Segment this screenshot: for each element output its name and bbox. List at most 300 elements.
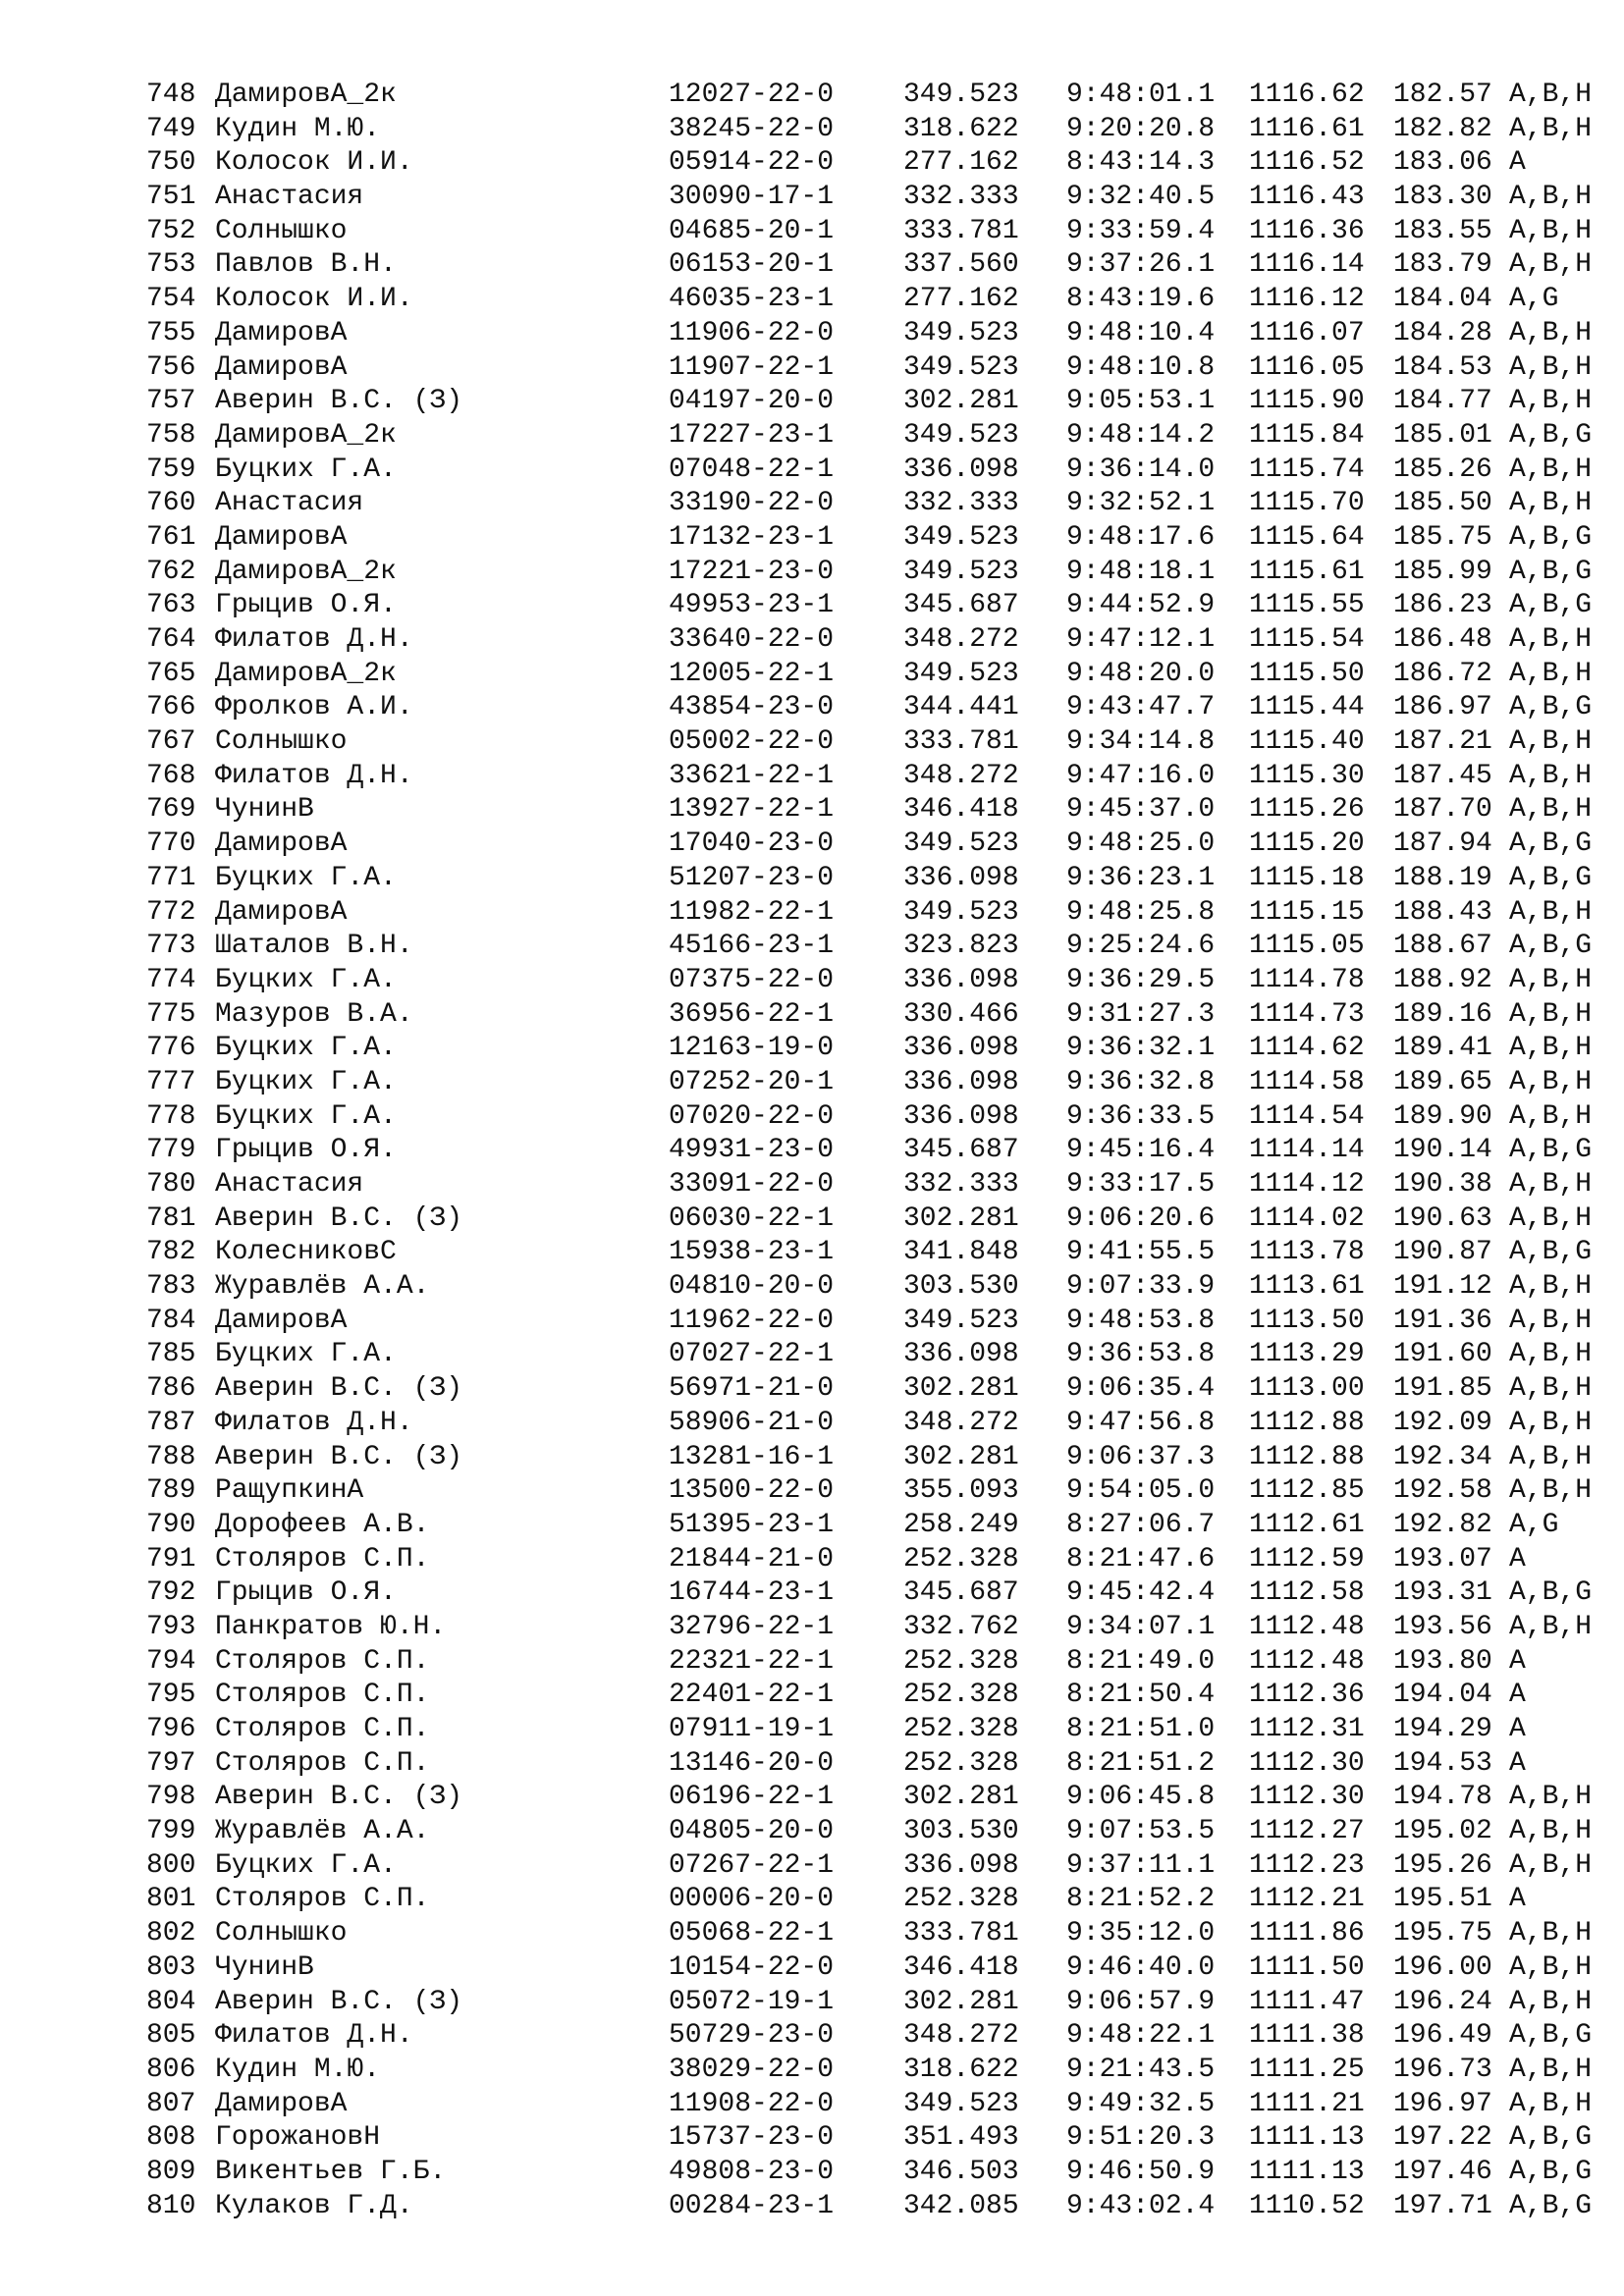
table-row bbox=[146, 623, 1593, 658]
fancier-name: Буцких Г.А. bbox=[215, 862, 397, 893]
ring-number: 15938-23-1 bbox=[669, 1237, 835, 1268]
score: 197.22 bbox=[1393, 2122, 1492, 2154]
speed: 1115.50 bbox=[1249, 658, 1365, 689]
distance: 341.848 bbox=[903, 1237, 1019, 1268]
speed: 1115.64 bbox=[1249, 521, 1365, 553]
ring-number: 33621-22-1 bbox=[669, 760, 835, 791]
distance: 252.328 bbox=[903, 1714, 1019, 1744]
distance: 348.272 bbox=[903, 2020, 1019, 2052]
fancier-name: Колосок И.И. bbox=[215, 284, 413, 315]
speed: 1110.52 bbox=[1249, 2190, 1365, 2221]
categories: A,B,H bbox=[1509, 1951, 1593, 1983]
speed: 1112.23 bbox=[1249, 1849, 1365, 1881]
score: 185.50 bbox=[1393, 488, 1492, 519]
arrival-time: 9:47:56.8 bbox=[1066, 1407, 1216, 1438]
distance: 336.098 bbox=[903, 1066, 1019, 1097]
ring-number: 11982-22-1 bbox=[669, 896, 835, 928]
ring-number: 43854-23-0 bbox=[669, 692, 835, 723]
score: 191.12 bbox=[1393, 1271, 1492, 1303]
table-row bbox=[146, 828, 1593, 862]
categories: A,B,H bbox=[1509, 1849, 1593, 1881]
score: 187.45 bbox=[1393, 760, 1492, 791]
score: 192.09 bbox=[1393, 1407, 1492, 1438]
table-row bbox=[146, 1338, 1593, 1372]
speed: 1111.86 bbox=[1249, 1918, 1365, 1949]
fancier-name: ЧунинВ bbox=[215, 1951, 314, 1983]
ring-number: 04810-20-0 bbox=[669, 1271, 835, 1303]
categories: A,B,G bbox=[1509, 931, 1593, 962]
distance: 318.622 bbox=[903, 2054, 1019, 2085]
speed: 1112.48 bbox=[1249, 1611, 1365, 1642]
categories: A,B,H bbox=[1509, 964, 1593, 995]
distance: 344.441 bbox=[903, 692, 1019, 723]
ring-number: 07267-22-1 bbox=[669, 1849, 835, 1881]
fancier-name: Аверин В.С. (З) bbox=[215, 1441, 463, 1472]
distance: 349.523 bbox=[903, 80, 1019, 110]
table-row bbox=[146, 691, 1593, 725]
arrival-time: 9:45:16.4 bbox=[1066, 1135, 1216, 1166]
categories: A,B,H bbox=[1509, 1169, 1593, 1200]
arrival-time: 9:51:20.3 bbox=[1066, 2122, 1216, 2154]
table-row bbox=[146, 930, 1593, 964]
score: 196.49 bbox=[1393, 2020, 1492, 2052]
fancier-name: ЧунинВ bbox=[215, 794, 314, 826]
speed: 1115.20 bbox=[1249, 828, 1365, 860]
categories: A,B,H bbox=[1509, 794, 1593, 826]
distance: 348.272 bbox=[903, 624, 1019, 655]
arrival-time: 9:44:52.9 bbox=[1066, 590, 1216, 621]
fancier-name: Буцких Г.А. bbox=[215, 454, 397, 485]
fancier-name: Столяров С.П. bbox=[215, 1680, 430, 1711]
distance: 333.781 bbox=[903, 215, 1019, 246]
distance: 349.523 bbox=[903, 351, 1019, 383]
score: 190.87 bbox=[1393, 1237, 1492, 1268]
fancier-name: Столяров С.П. bbox=[215, 1714, 430, 1744]
fancier-name: Грыцив О.Я. bbox=[215, 590, 397, 621]
distance: 252.328 bbox=[903, 1680, 1019, 1711]
score: 195.02 bbox=[1393, 1816, 1492, 1847]
speed: 1113.61 bbox=[1249, 1271, 1365, 1303]
categories: A,B,G bbox=[1509, 521, 1593, 553]
categories: A,G bbox=[1509, 284, 1559, 315]
speed: 1115.30 bbox=[1249, 760, 1365, 791]
arrival-time: 9:05:53.1 bbox=[1066, 386, 1216, 417]
arrival-time: 9:48:14.2 bbox=[1066, 419, 1216, 451]
table-row bbox=[146, 589, 1593, 623]
place-number: 760 bbox=[146, 488, 196, 519]
place-number: 801 bbox=[146, 1884, 196, 1915]
score: 183.55 bbox=[1393, 215, 1492, 246]
place-number: 780 bbox=[146, 1169, 196, 1200]
arrival-time: 9:06:37.3 bbox=[1066, 1441, 1216, 1472]
categories: A bbox=[1509, 1645, 1526, 1677]
speed: 1116.12 bbox=[1249, 284, 1365, 315]
ring-number: 13927-22-1 bbox=[669, 794, 835, 826]
table-row bbox=[146, 725, 1593, 760]
score: 192.34 bbox=[1393, 1441, 1492, 1472]
fancier-name: Аверин В.С. (З) bbox=[215, 1986, 463, 2017]
ring-number: 07027-22-1 bbox=[669, 1339, 835, 1370]
speed: 1113.00 bbox=[1249, 1373, 1365, 1405]
categories: A,B,H bbox=[1509, 215, 1593, 246]
ring-number: 49953-23-1 bbox=[669, 590, 835, 621]
place-number: 804 bbox=[146, 1986, 196, 2017]
arrival-time: 9:36:32.8 bbox=[1066, 1066, 1216, 1097]
score: 183.06 bbox=[1393, 147, 1492, 179]
table-row bbox=[146, 419, 1593, 454]
speed: 1114.14 bbox=[1249, 1135, 1365, 1166]
fancier-name: Панкратов Ю.Н. bbox=[215, 1611, 447, 1642]
ring-number: 51207-23-0 bbox=[669, 862, 835, 893]
speed: 1114.12 bbox=[1249, 1169, 1365, 1200]
categories: A,B,H bbox=[1509, 1271, 1593, 1303]
fancier-name: Буцких Г.А. bbox=[215, 964, 397, 995]
place-number: 791 bbox=[146, 1543, 196, 1575]
fancier-name: ДамировА bbox=[215, 521, 348, 553]
arrival-time: 9:48:18.1 bbox=[1066, 556, 1216, 587]
speed: 1112.85 bbox=[1249, 1475, 1365, 1507]
score: 186.72 bbox=[1393, 658, 1492, 689]
place-number: 784 bbox=[146, 1305, 196, 1336]
ring-number: 04197-20-0 bbox=[669, 386, 835, 417]
table-row bbox=[146, 1815, 1593, 1849]
ring-number: 13500-22-0 bbox=[669, 1475, 835, 1507]
place-number: 774 bbox=[146, 964, 196, 995]
categories: A,B,H bbox=[1509, 1202, 1593, 1234]
score: 193.56 bbox=[1393, 1611, 1492, 1642]
score: 188.43 bbox=[1393, 896, 1492, 928]
categories: A,B,H bbox=[1509, 1305, 1593, 1336]
place-number: 758 bbox=[146, 419, 196, 451]
distance: 323.823 bbox=[903, 931, 1019, 962]
categories: A,B,G bbox=[1509, 556, 1593, 587]
fancier-name: ДамировА_2к bbox=[215, 556, 397, 587]
score: 188.19 bbox=[1393, 862, 1492, 893]
place-number: 765 bbox=[146, 658, 196, 689]
categories: A bbox=[1509, 1680, 1526, 1711]
distance: 346.418 bbox=[903, 1951, 1019, 1983]
categories: A bbox=[1509, 1543, 1526, 1575]
place-number: 781 bbox=[146, 1202, 196, 1234]
ring-number: 11906-22-0 bbox=[669, 317, 835, 348]
table-row bbox=[146, 964, 1593, 998]
score: 193.31 bbox=[1393, 1577, 1492, 1609]
distance: 346.503 bbox=[903, 2156, 1019, 2187]
fancier-name: КолесниковС bbox=[215, 1237, 397, 1268]
table-row bbox=[146, 1032, 1593, 1066]
distance: 345.687 bbox=[903, 1577, 1019, 1609]
categories: A,B,H bbox=[1509, 351, 1593, 383]
place-number: 793 bbox=[146, 1611, 196, 1642]
distance: 332.333 bbox=[903, 488, 1019, 519]
table-row bbox=[146, 283, 1560, 317]
speed: 1113.50 bbox=[1249, 1305, 1365, 1336]
categories: A,B,G bbox=[1509, 2190, 1593, 2221]
place-number: 787 bbox=[146, 1407, 196, 1438]
fancier-name: Филатов Д.Н. bbox=[215, 760, 413, 791]
score: 195.75 bbox=[1393, 1918, 1492, 1949]
score: 182.82 bbox=[1393, 113, 1492, 144]
distance: 349.523 bbox=[903, 658, 1019, 689]
categories: A,B,G bbox=[1509, 2122, 1593, 2154]
fancier-name: ДамировА bbox=[215, 828, 348, 860]
ring-number: 05072-19-1 bbox=[669, 1986, 835, 2017]
ring-number: 11908-22-0 bbox=[669, 2088, 835, 2119]
categories: A,B,H bbox=[1509, 998, 1593, 1030]
score: 190.63 bbox=[1393, 1202, 1492, 1234]
place-number: 761 bbox=[146, 521, 196, 553]
score: 187.70 bbox=[1393, 794, 1492, 826]
distance: 333.781 bbox=[903, 1918, 1019, 1949]
fancier-name: Грыцив О.Я. bbox=[215, 1577, 397, 1609]
distance: 336.098 bbox=[903, 1100, 1019, 1132]
distance: 337.560 bbox=[903, 249, 1019, 281]
place-number: 749 bbox=[146, 113, 196, 144]
fancier-name: Столяров С.П. bbox=[215, 1747, 430, 1779]
fancier-name: Столяров С.П. bbox=[215, 1543, 430, 1575]
table-row bbox=[146, 1134, 1593, 1168]
place-number: 803 bbox=[146, 1951, 196, 1983]
categories: A,G bbox=[1509, 1509, 1559, 1540]
distance: 333.781 bbox=[903, 726, 1019, 758]
fancier-name: Шаталов В.Н. bbox=[215, 931, 413, 962]
place-number: 810 bbox=[146, 2190, 196, 2221]
score: 195.51 bbox=[1393, 1884, 1492, 1915]
arrival-time: 9:37:26.1 bbox=[1066, 249, 1216, 281]
distance: 252.328 bbox=[903, 1543, 1019, 1575]
table-row bbox=[146, 1407, 1593, 1441]
categories: A,B,H bbox=[1509, 249, 1593, 281]
place-number: 785 bbox=[146, 1339, 196, 1370]
arrival-time: 9:48:17.6 bbox=[1066, 521, 1216, 553]
speed: 1115.74 bbox=[1249, 454, 1365, 485]
distance: 336.098 bbox=[903, 1849, 1019, 1881]
fancier-name: Буцких Г.А. bbox=[215, 1339, 397, 1370]
arrival-time: 9:36:29.5 bbox=[1066, 964, 1216, 995]
speed: 1111.38 bbox=[1249, 2020, 1365, 2052]
ring-number: 15737-23-0 bbox=[669, 2122, 835, 2154]
score: 187.21 bbox=[1393, 726, 1492, 758]
arrival-time: 8:21:50.4 bbox=[1066, 1680, 1216, 1711]
categories: A bbox=[1509, 1747, 1526, 1779]
place-number: 768 bbox=[146, 760, 196, 791]
score: 189.65 bbox=[1393, 1066, 1492, 1097]
arrival-time: 9:43:02.4 bbox=[1066, 2190, 1216, 2221]
speed: 1116.05 bbox=[1249, 351, 1365, 383]
table-row bbox=[146, 1781, 1593, 1815]
place-number: 772 bbox=[146, 896, 196, 928]
categories: A,B,H bbox=[1509, 386, 1593, 417]
place-number: 775 bbox=[146, 998, 196, 1030]
arrival-time: 9:33:59.4 bbox=[1066, 215, 1216, 246]
ring-number: 51395-23-1 bbox=[669, 1509, 835, 1540]
arrival-time: 9:33:17.5 bbox=[1066, 1169, 1216, 1200]
score: 186.48 bbox=[1393, 624, 1492, 655]
arrival-time: 9:48:25.8 bbox=[1066, 896, 1216, 928]
distance: 302.281 bbox=[903, 1373, 1019, 1405]
score: 194.29 bbox=[1393, 1714, 1492, 1744]
arrival-time: 9:48:53.8 bbox=[1066, 1305, 1216, 1336]
score: 197.46 bbox=[1393, 2156, 1492, 2187]
speed: 1112.27 bbox=[1249, 1816, 1365, 1847]
score: 188.92 bbox=[1393, 964, 1492, 995]
speed: 1112.36 bbox=[1249, 1680, 1365, 1711]
arrival-time: 9:06:35.4 bbox=[1066, 1373, 1216, 1405]
ring-number: 12005-22-1 bbox=[669, 658, 835, 689]
place-number: 756 bbox=[146, 351, 196, 383]
fancier-name: Анастасия bbox=[215, 182, 364, 213]
place-number: 754 bbox=[146, 284, 196, 315]
ring-number: 56971-21-0 bbox=[669, 1373, 835, 1405]
arrival-time: 9:07:33.9 bbox=[1066, 1271, 1216, 1303]
ring-number: 46035-23-1 bbox=[669, 284, 835, 315]
ring-number: 17132-23-1 bbox=[669, 521, 835, 553]
categories: A,B,H bbox=[1509, 726, 1593, 758]
place-number: 798 bbox=[146, 1782, 196, 1813]
categories: A,B,H bbox=[1509, 1373, 1593, 1405]
distance: 345.687 bbox=[903, 1135, 1019, 1166]
ring-number: 05068-22-1 bbox=[669, 1918, 835, 1949]
distance: 302.281 bbox=[903, 1441, 1019, 1472]
arrival-time: 9:48:10.4 bbox=[1066, 317, 1216, 348]
fancier-name: Аверин В.С. (З) bbox=[215, 386, 463, 417]
table-row bbox=[146, 385, 1593, 419]
fancier-name: Филатов Д.Н. bbox=[215, 1407, 413, 1438]
arrival-time: 9:34:14.8 bbox=[1066, 726, 1216, 758]
place-number: 776 bbox=[146, 1033, 196, 1064]
distance: 330.466 bbox=[903, 998, 1019, 1030]
arrival-time: 9:48:01.1 bbox=[1066, 80, 1216, 110]
arrival-time: 9:43:47.7 bbox=[1066, 692, 1216, 723]
fancier-name: Филатов Д.Н. bbox=[215, 624, 413, 655]
categories: A,B,G bbox=[1509, 1135, 1593, 1166]
fancier-name: Журавлёв А.А. bbox=[215, 1816, 430, 1847]
categories: A,B,G bbox=[1509, 1577, 1593, 1609]
ring-number: 32796-22-1 bbox=[669, 1611, 835, 1642]
table-row bbox=[146, 1576, 1593, 1611]
place-number: 795 bbox=[146, 1680, 196, 1711]
table-row bbox=[146, 2054, 1593, 2088]
ring-number: 36956-22-1 bbox=[669, 998, 835, 1030]
categories: A,B,G bbox=[1509, 828, 1593, 860]
distance: 348.272 bbox=[903, 760, 1019, 791]
arrival-time: 9:47:12.1 bbox=[1066, 624, 1216, 655]
table-row bbox=[146, 1611, 1593, 1645]
fancier-name: ДамировА_2к bbox=[215, 419, 397, 451]
score: 189.41 bbox=[1393, 1033, 1492, 1064]
score: 196.97 bbox=[1393, 2088, 1492, 2119]
ring-number: 50729-23-0 bbox=[669, 2020, 835, 2052]
fancier-name: ДамировА bbox=[215, 896, 348, 928]
speed: 1115.61 bbox=[1249, 556, 1365, 587]
arrival-time: 8:21:49.0 bbox=[1066, 1645, 1216, 1677]
speed: 1112.88 bbox=[1249, 1407, 1365, 1438]
table-row bbox=[146, 1100, 1593, 1135]
arrival-time: 9:36:14.0 bbox=[1066, 454, 1216, 485]
results-table bbox=[146, 79, 1593, 2223]
speed: 1111.47 bbox=[1249, 1986, 1365, 2017]
speed: 1114.02 bbox=[1249, 1202, 1365, 1234]
table-row bbox=[146, 1236, 1593, 1270]
speed: 1114.54 bbox=[1249, 1100, 1365, 1132]
fancier-name: Столяров С.П. bbox=[215, 1884, 430, 1915]
distance: 303.530 bbox=[903, 1816, 1019, 1847]
score: 186.97 bbox=[1393, 692, 1492, 723]
speed: 1116.62 bbox=[1249, 80, 1365, 110]
distance: 355.093 bbox=[903, 1475, 1019, 1507]
place-number: 766 bbox=[146, 692, 196, 723]
place-number: 770 bbox=[146, 828, 196, 860]
speed: 1116.61 bbox=[1249, 113, 1365, 144]
ring-number: 58906-21-0 bbox=[669, 1407, 835, 1438]
table-row bbox=[146, 2156, 1593, 2190]
categories: A,B,H bbox=[1509, 1339, 1593, 1370]
place-number: 792 bbox=[146, 1577, 196, 1609]
speed: 1113.78 bbox=[1249, 1237, 1365, 1268]
speed: 1112.30 bbox=[1249, 1747, 1365, 1779]
fancier-name: Аверин В.С. (З) bbox=[215, 1373, 463, 1405]
ring-number: 04685-20-1 bbox=[669, 215, 835, 246]
ring-number: 07911-19-1 bbox=[669, 1714, 835, 1744]
distance: 302.281 bbox=[903, 1202, 1019, 1234]
distance: 351.493 bbox=[903, 2122, 1019, 2154]
speed: 1112.88 bbox=[1249, 1441, 1365, 1472]
score: 189.16 bbox=[1393, 998, 1492, 1030]
categories: A,B,H bbox=[1509, 1100, 1593, 1132]
speed: 1115.54 bbox=[1249, 624, 1365, 655]
place-number: 782 bbox=[146, 1237, 196, 1268]
place-number: 778 bbox=[146, 1100, 196, 1132]
table-row bbox=[146, 1986, 1593, 2020]
speed: 1111.25 bbox=[1249, 2054, 1365, 2085]
distance: 277.162 bbox=[903, 147, 1019, 179]
fancier-name: Кудин М.Ю. bbox=[215, 2054, 381, 2085]
table-row bbox=[146, 1849, 1593, 1884]
ring-number: 07020-22-0 bbox=[669, 1100, 835, 1132]
speed: 1111.21 bbox=[1249, 2088, 1365, 2119]
fancier-name: Аверин В.С. (З) bbox=[215, 1202, 463, 1234]
distance: 302.281 bbox=[903, 386, 1019, 417]
distance: 318.622 bbox=[903, 113, 1019, 144]
table-row bbox=[146, 1713, 1560, 1747]
fancier-name: Дорофеев А.В. bbox=[215, 1509, 430, 1540]
ring-number: 49808-23-0 bbox=[669, 2156, 835, 2187]
arrival-time: 9:21:43.5 bbox=[1066, 2054, 1216, 2085]
table-row bbox=[146, 760, 1593, 794]
place-number: 783 bbox=[146, 1271, 196, 1303]
place-number: 752 bbox=[146, 215, 196, 246]
place-number: 786 bbox=[146, 1373, 196, 1405]
fancier-name: Аверин В.С. (З) bbox=[215, 1782, 463, 1813]
categories: A,B,H bbox=[1509, 488, 1593, 519]
score: 185.99 bbox=[1393, 556, 1492, 587]
speed: 1116.14 bbox=[1249, 249, 1365, 281]
speed: 1116.52 bbox=[1249, 147, 1365, 179]
categories: A,B,H bbox=[1509, 1816, 1593, 1847]
categories: A,B,H bbox=[1509, 1986, 1593, 2017]
arrival-time: 9:47:16.0 bbox=[1066, 760, 1216, 791]
speed: 1114.78 bbox=[1249, 964, 1365, 995]
arrival-time: 9:20:20.8 bbox=[1066, 113, 1216, 144]
distance: 252.328 bbox=[903, 1645, 1019, 1677]
score: 184.28 bbox=[1393, 317, 1492, 348]
place-number: 753 bbox=[146, 249, 196, 281]
speed: 1111.13 bbox=[1249, 2122, 1365, 2154]
table-row bbox=[146, 146, 1560, 181]
table-row bbox=[146, 1509, 1560, 1543]
score: 185.75 bbox=[1393, 521, 1492, 553]
arrival-time: 8:27:06.7 bbox=[1066, 1509, 1216, 1540]
